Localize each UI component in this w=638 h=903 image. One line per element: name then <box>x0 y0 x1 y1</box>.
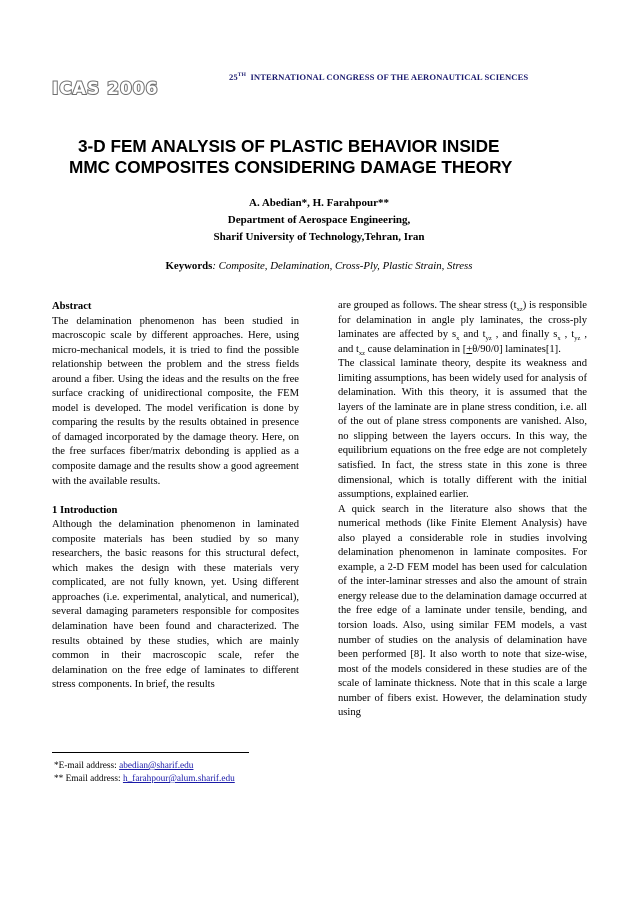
p1-sub-xz-2: xz <box>358 349 366 357</box>
email-link-1[interactable]: abedian@sharif.edu <box>119 761 194 771</box>
congress-name: INTERNATIONAL CONGRESS OF THE AERONAUTICAL SCIENCES <box>250 72 529 82</box>
paper-title <box>69 136 578 178</box>
p1-sub-xz: xz <box>516 306 523 314</box>
right-paragraph-1 <box>338 299 587 357</box>
keywords-line <box>0 260 638 272</box>
p1-text-h: θ/90/0] laminates[1]. <box>472 343 561 355</box>
p1-text-c: and t <box>459 329 486 341</box>
keywords-label: Keywords <box>165 260 213 272</box>
footnote-2-label: ** Email address: <box>54 774 123 784</box>
introduction-heading: 1 Introduction <box>52 504 118 516</box>
p1-text-f: , and t <box>338 329 587 355</box>
p1-sub-yz-2: yz <box>574 335 581 343</box>
congress-number: 25 <box>229 72 238 82</box>
p1-text-e: , t <box>560 329 575 341</box>
icas-logo: ICAS 2006 <box>52 79 159 99</box>
title-line-1: 3-D FEM ANALYSIS OF PLASTIC BEHAVIOR INSIDE <box>78 136 500 156</box>
author-block <box>0 195 638 246</box>
footnote-1-label: *E-mail address: <box>54 761 120 771</box>
congress-title <box>229 72 528 82</box>
keywords-values: : Composite, Delamination, Cross-Ply, Plastic Strain, Stress <box>212 260 473 272</box>
p1-text-d: , and finally s <box>491 329 558 341</box>
p1-text-g: cause delamination in [ <box>365 343 467 355</box>
p1-sub-x: x <box>456 335 460 343</box>
p1-sub-x-2: x <box>557 335 561 343</box>
plus-minus-sign: + <box>466 343 473 355</box>
author-university: Sharif University of Technology,Tehran, Iran <box>213 231 425 243</box>
left-column <box>52 300 299 693</box>
section-gap <box>52 489 299 504</box>
p1-sub-yz: yz <box>485 335 492 343</box>
footnote-2 <box>54 773 235 786</box>
author-names: A. Abedian*, H. Farahpour** <box>249 197 389 209</box>
introduction-text: Although the delamination phenomenon in laminated composite materials has been studied by so many researchers, the basic reasons for this structural defect, which makes the design with these materials very complicated, are not fully known, yet. Using different approaches (i.e. experimental, analytical, and numerical), several damaging parameters responsible for composites delamination have been found and characterized. The results obtained by these studies, which are mainly common in their macroscopic scale, refer the delamination on the free edge of laminates to different stress components. In brief, the results <box>52 519 299 691</box>
title-line-2: MMC COMPOSITES CONSIDERING DAMAGE THEORY <box>69 157 513 177</box>
email-link-2[interactable]: h_farahpour@alum.sharif.edu <box>122 774 235 784</box>
congress-suffix: TH <box>237 72 246 79</box>
footnotes <box>54 760 235 786</box>
right-column <box>338 299 587 721</box>
abstract-heading: Abstract <box>52 301 92 312</box>
right-paragraph-3: A quick search in the literature also shows that the numerical methods (like Finite Element Analysis) have also played a considerable role in studies involving delamination phenomenon in laminate composites. For example, a 2-D FEM model has been used for calculation of the inter-laminar stresses and also the amount of strain energy release due to the delamination damage occurred at the free edge of a laminate under tensile, bending, and torsion loads. Also, using similar FEM models, a vast number of studies on the analysis of delamination have been performed [8]. It also worth to note that size-wise, most of the models considered in these studies are of the scale of laminate thickness. Note that in this scale a large number of fibers exist. However, the delamination study using <box>338 503 587 719</box>
footnote-1 <box>54 760 235 773</box>
footnote-divider <box>52 752 249 753</box>
p1-text-b: ) is responsible for delamination in angle ply laminates, the cross-ply laminates are affected by s <box>338 300 587 341</box>
abstract-text: The delamination phenomenon has been studied in macroscopic scale by different approaches. Here, using micro-mechanical models, it is tried to find the possible relationship between the problem and the stress fields around a fiber. Using the ideas and the results on the free surface cracking of unidirectional composite, the FEM model is developed. The model verification is done by comparing the results by the results obtained in presence of damaged incorporated by the damage theory. Here, on the free surfaces fiber/matrix debonding is applied as a composite damage and the results show a good agreement with the available results. <box>52 315 299 487</box>
author-department: Department of Aerospace Engineering, <box>227 214 411 226</box>
p1-text-a: are grouped as follows. The shear stress (t <box>338 300 517 311</box>
right-paragraph-2: The classical laminate theory, despite its weakness and limiting assumptions, has been widely used for analysis of delamination. With this theory, it is assumed that the layers of the laminate are in plane stress condition, i.e. all of the out of plane stress components are vanished. Also, no slipping between the layers occurs. In this way, the equilibrium equations on the free edge are not completely satisfied. In fact, the stress state in this zone is three dimensional, which is totally different with the initial assumptions, explained earlier. <box>338 358 587 501</box>
conference-header <box>52 64 602 104</box>
